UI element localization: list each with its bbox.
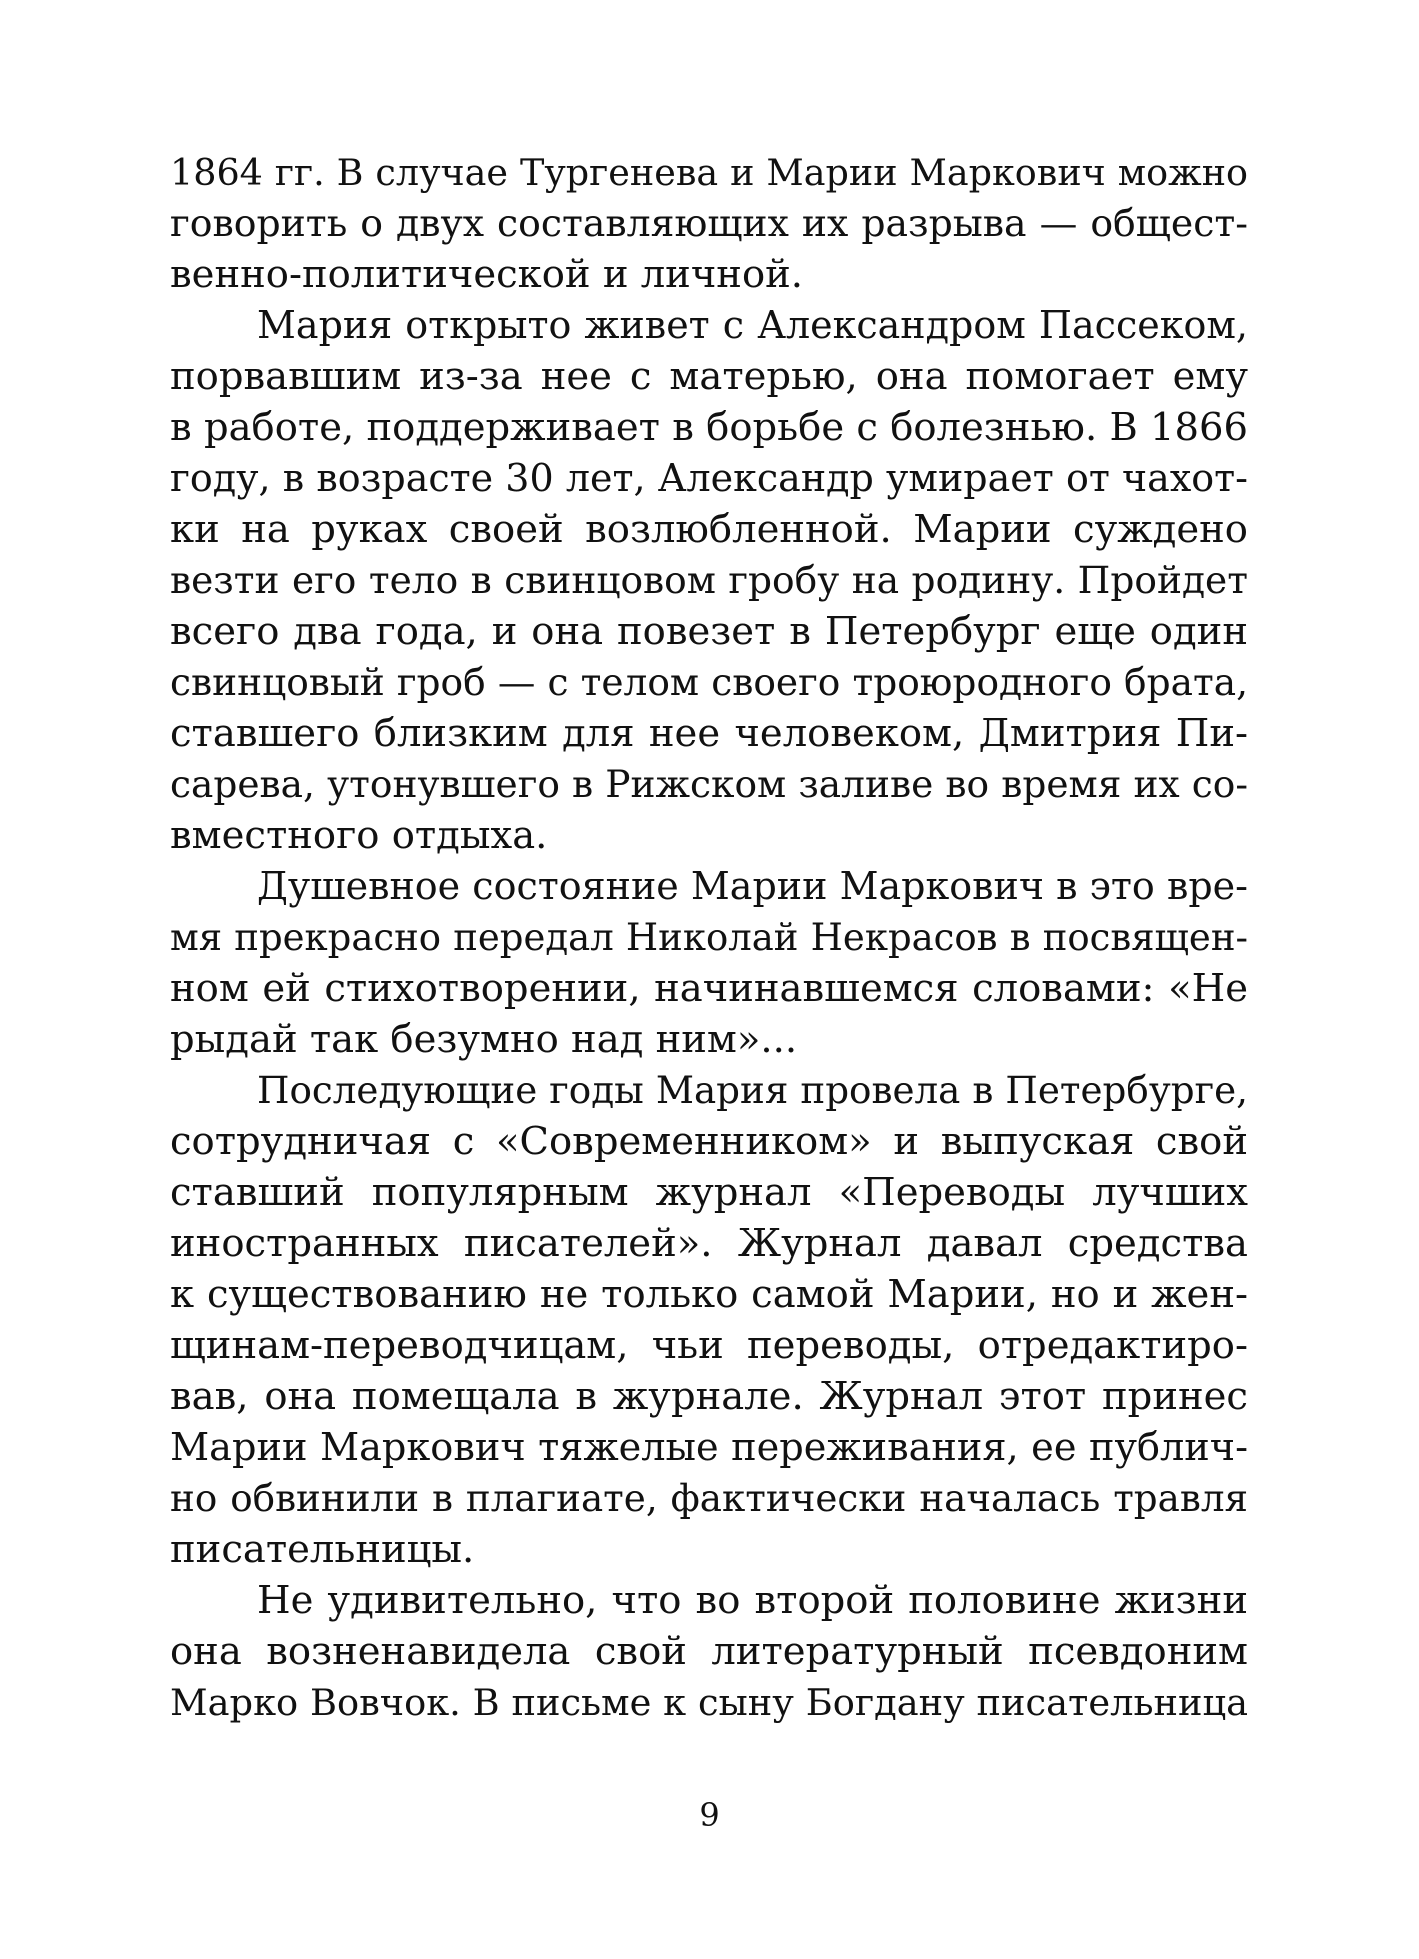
paragraph-first-line: Не удивительно, что во второй половине жизни xyxy=(257,1578,1248,1623)
text-line: вав, она помещала в журнале. Журнал этот принес xyxy=(170,1374,1248,1419)
text-line: к существованию не только самой Марии, но и жен- xyxy=(170,1272,1248,1317)
text-line: венно-политической и личной. xyxy=(170,252,804,297)
body-text xyxy=(170,147,1248,1728)
text-line: рыдай так безумно над ним»... xyxy=(170,1017,798,1062)
text-line: сарева, утонувшего в Рижском заливе во время их со- xyxy=(170,762,1248,806)
paragraph-first-line: Душевное состояние Марии Маркович в это вре- xyxy=(257,864,1248,908)
text-line: ном ей стихотворении, начинавшемся словами: «Не xyxy=(170,966,1248,1011)
paragraph-first-line: Последующие годы Мария провела в Петербурге, xyxy=(257,1068,1248,1112)
text-line: писательницы. xyxy=(170,1527,475,1572)
text-line: свинцовый гроб — с телом своего троюродного брата, xyxy=(170,660,1248,704)
text-line: Марко Вовчок. В письме к сыну Богдану писательница xyxy=(170,1681,1248,1724)
paragraph-first-line: Мария открыто живет с Александром Пассеком, xyxy=(257,303,1248,347)
text-line: ставший популярным журнал «Переводы лучших xyxy=(170,1170,1248,1215)
text-line: говорить о двух составляющих их разрыва — общест- xyxy=(170,201,1248,245)
text-line: ставшего близким для нее человеком, Дмитрия Пи- xyxy=(170,711,1248,756)
text-line: иностранных писателей». Журнал давал средства xyxy=(170,1221,1248,1266)
text-line: сотрудничая с «Современником» и выпуская свой xyxy=(170,1119,1248,1164)
text-line: порвавшим из-за нее с матерью, она помогает ему xyxy=(170,354,1248,399)
text-line: мя прекрасно передал Николай Некрасов в посвящен- xyxy=(170,916,1248,959)
text-line: щинам-переводчицам, чьи переводы, отредактиро- xyxy=(170,1323,1248,1368)
text-line: Марии Маркович тяжелые переживания, ее публич- xyxy=(170,1425,1248,1470)
text-line: в работе, поддерживает в борьбе с болезнью. В 1866 xyxy=(170,405,1248,450)
text-line: ки на руках своей возлюбленной. Марии суждено xyxy=(170,507,1248,552)
text-line: она возненавидела свой литературный псевдоним xyxy=(170,1629,1248,1674)
page-number: 9 xyxy=(699,1796,720,1834)
text-line: но обвинили в плагиате, фактически началась травля xyxy=(170,1476,1248,1520)
text-line: году, в возрасте 30 лет, Александр умирает от чахот- xyxy=(170,456,1248,500)
text-line: 1864 гг. В случае Тургенева и Марии Маркович можно xyxy=(170,151,1248,194)
text-line: всего два года, и она повезет в Петербург еще один xyxy=(170,609,1248,654)
text-line: вместного отдыха. xyxy=(170,813,548,858)
text-line: везти его тело в свинцовом гробу на родину. Пройдет xyxy=(170,558,1248,602)
